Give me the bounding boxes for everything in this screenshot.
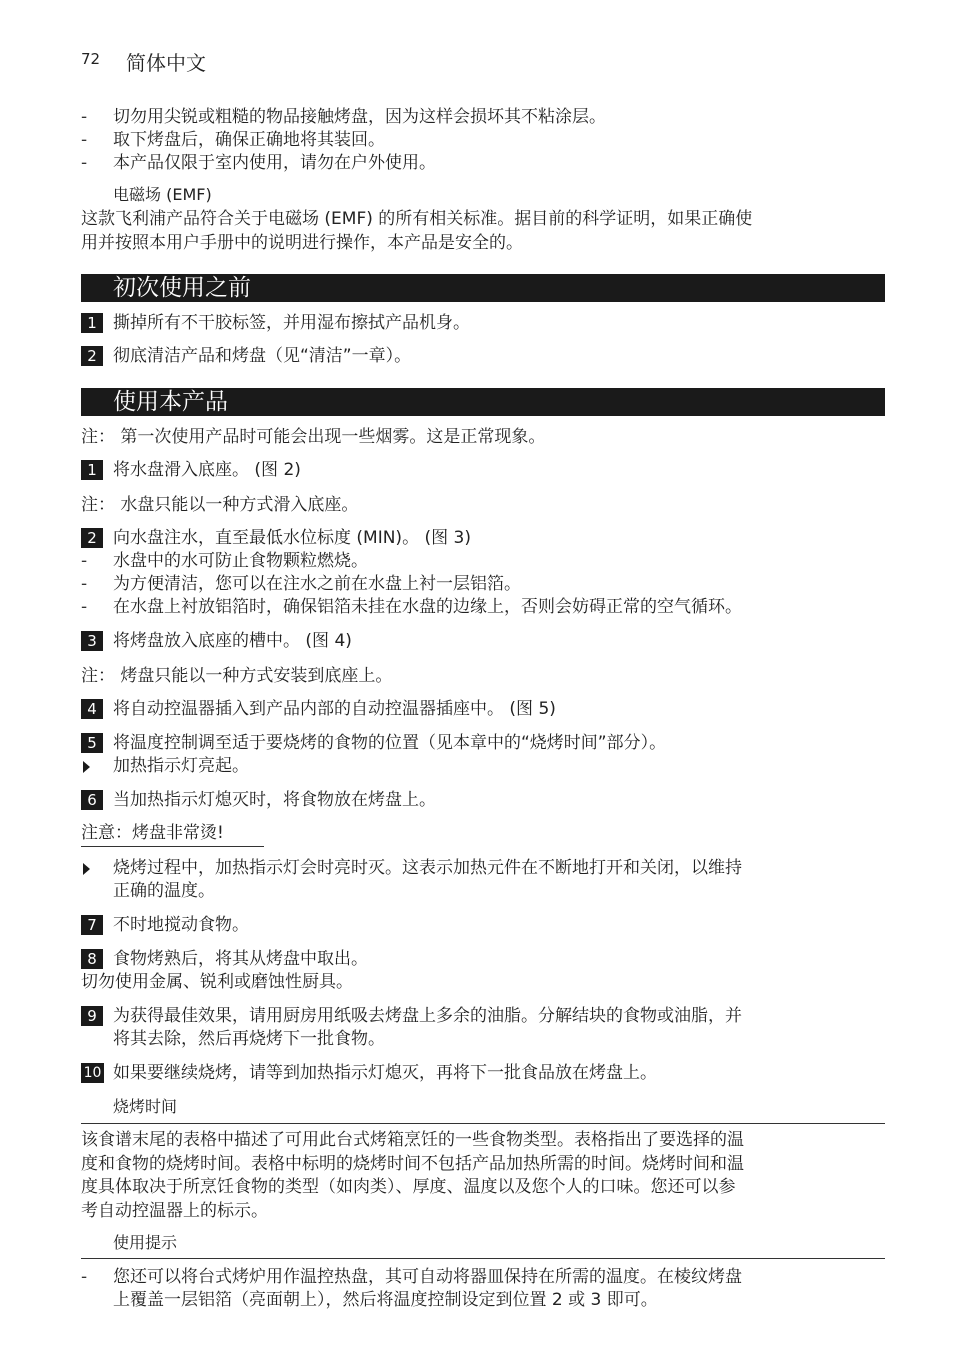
warning-underline: [81, 846, 264, 847]
step-number-badge: 4: [81, 699, 103, 719]
step-number-badge: 1: [81, 460, 103, 480]
dash-bullet: -: [81, 1267, 88, 1287]
note: 注： 第一次使用产品时可能会出现一些烟雾。这是正常现象。: [81, 427, 546, 447]
subheading-rule: [81, 1258, 885, 1259]
step-number-badge: 9: [81, 1006, 103, 1026]
step-number-badge: 10: [81, 1063, 104, 1083]
note: 注： 水盘只能以一种方式滑入底座。: [81, 495, 359, 515]
grilling-times-paragraph: 该食谱末尾的表格中描述了可用此台式烤箱烹饪的一些食物类型。表格指出了要选择的温 度和食物的烧烤时间。表格中标明的烧烤时间不包括产品加热所需的时间。烧烤时间和温 度具体取决于所烹饪食物的类型（如肉类）、厚度、温度以及您个人的口味。您还可以参 考自动控温器上的标示。: [81, 1130, 744, 1221]
step-number-badge: 1: [81, 313, 103, 333]
step-number-badge: 2: [81, 528, 103, 548]
step-number-badge: 3: [81, 631, 103, 651]
subheading-rule: [81, 1123, 885, 1124]
emf-paragraph: 这款飞利浦产品符合关于电磁场 (EMF) 的所有相关标准。据目前的科学证明，如果正确使 用并按照本用户手册中的说明进行操作，本产品是安全的。: [81, 209, 753, 253]
triangle-bullet-icon: [83, 761, 90, 773]
dash-bullet: -: [81, 597, 88, 617]
step-number-badge: 2: [81, 346, 103, 366]
step-number-badge: 6: [81, 790, 103, 810]
step-number-badge: 8: [81, 949, 103, 969]
dash-bullet: -: [81, 107, 88, 127]
triangle-bullet-icon: [83, 863, 90, 875]
section-heading-using: 使用本产品: [81, 388, 885, 416]
step-note: 切勿使用金属、锐利或磨蚀性厨具。: [81, 972, 353, 992]
dash-bullet: -: [81, 130, 88, 150]
step-number-badge: 7: [81, 915, 103, 935]
dash-bullet: -: [81, 153, 88, 173]
warning-note: 注意：烤盘非常烫!: [81, 823, 224, 843]
dash-bullet: -: [81, 551, 88, 571]
step-number-badge: 5: [81, 733, 103, 753]
note: 注： 烤盘只能以一种方式安装到底座上。: [81, 666, 393, 686]
dash-bullet: -: [81, 574, 88, 594]
page-number: 72: [81, 50, 101, 68]
section-heading-before-first-use: 初次使用之前: [81, 274, 885, 302]
page-language-title: 简体中文: [126, 51, 206, 75]
